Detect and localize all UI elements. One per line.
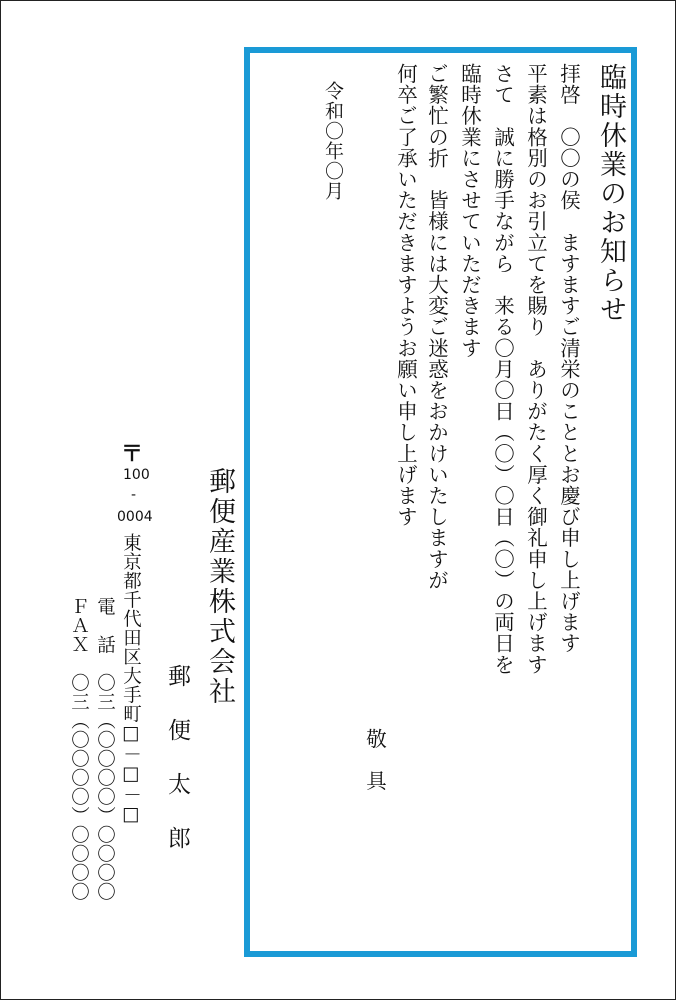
- sender-name: 郵 便 太 郎: [164, 664, 190, 853]
- body-line-4: 臨時休業にさせていただきます: [457, 63, 482, 359]
- body-line-5: ご繁忙の折 皆様には大変ご迷惑をおかけいたしますが: [424, 63, 449, 591]
- closing: 敬 具: [362, 728, 387, 792]
- postal-code-1: 100: [123, 467, 150, 483]
- body-line-2: 平素は格別のお引立てを賜り ありがたく厚く御礼申し上げます: [523, 63, 548, 675]
- sender-company: 郵便産業株式会社: [204, 467, 235, 707]
- sender-address: 東京都千代田区大手町□－□－□: [120, 533, 142, 826]
- body-line-1: 拝啓 〇〇の侯 ますますご清栄のこととお慶び申し上げます: [556, 63, 581, 654]
- letter-title: 臨時休業のお知らせ: [595, 63, 626, 324]
- sender-phone: 電 話 〇三（〇〇〇〇）〇〇〇〇: [94, 597, 116, 901]
- letter-date: 令和〇年〇月: [322, 81, 344, 201]
- postal-code-2: 0004: [117, 509, 153, 525]
- body-line-3: さて 誠に勝手ながら 来る〇月〇日（〇）〇日（〇）の両日を: [490, 63, 515, 675]
- body-line-6: 何卒ご了承いただきますようお願い申し上げます: [393, 63, 418, 528]
- postal-code-sep: -: [131, 487, 137, 503]
- postal-mark-icon: 〒: [121, 442, 144, 467]
- sender-fax: ＦＡＸ 〇三（〇〇〇〇）〇〇〇〇: [68, 597, 90, 901]
